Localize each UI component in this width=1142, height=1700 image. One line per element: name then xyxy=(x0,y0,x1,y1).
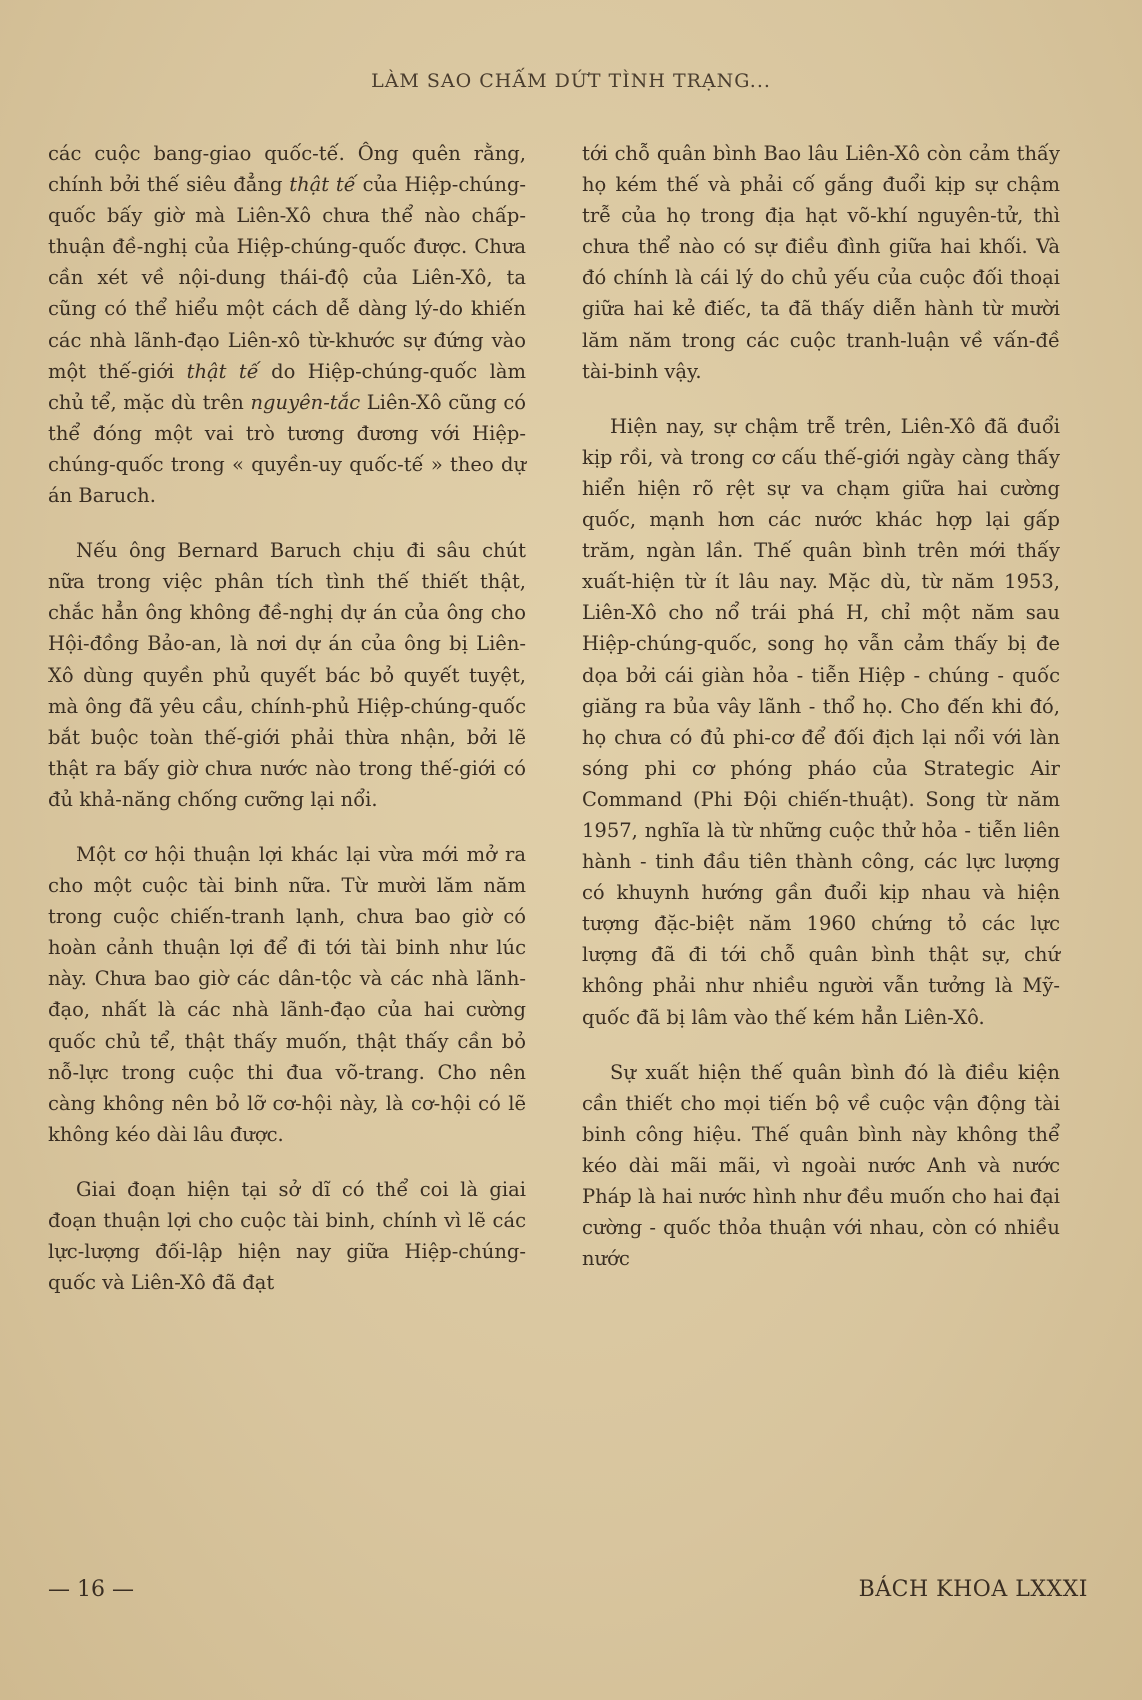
right-paragraph-2: Hiện nay, sự chậm trễ trên, Liên-Xô đã đuổi kịp rồi, và trong cơ cấu thế-giới ngày càng thấy hiển hiện rõ rệt sự va chạm giữa hai cường quốc, mạnh hơn các nước khác hợp lại gấp trăm, ngàn lần. Thế quân bình trên mới thấy xuất-hiện từ ít lâu nay. Mặc dù, từ năm 1953, Liên-Xô cho nổ trái phá H, chỉ một năm sau Hiệp-chúng-quốc, song họ vẫn cảm thấy bị đe dọa bởi cái giàn hỏa - tiễn Hiệp - chúng - quốc giăng ra bủa vây lãnh - thổ họ. Cho đến khi đó, họ chưa có đủ phi-cơ để đối địch lại nổi với làn sóng phi cơ phóng pháo của Strategic Air Command (Phi Đội chiến-thuật). Song từ năm 1957, nghĩa là từ những cuộc thử hỏa - tiễn liên hành - tinh đầu tiên thành công, các lực lượng có khuynh hướng gần đuổi kịp nhau và hiện tượng đặc-biệt năm 1960 chứng tỏ các lực lượng đã đi tới chỗ quân bình thật sự, chứ không phải như nhiều người vẫn tưởng là Mỹ-quốc đã bị lâm vào thế kém hẳn Liên-Xô. xyxy=(582,414,1060,1029)
left-paragraph-4: Giai đoạn hiện tại sở dĩ có thể coi là giai đoạn thuận lợi cho cuộc tài binh, chính vì lẽ các lực-lượng đối-lập hiện nay giữa Hiệp-chúng-quốc và Liên-Xô đã đạt xyxy=(48,1177,526,1295)
text-span: Liên-Xô cũng có thể đóng một vai trò tương đương với Hiệp-chúng-quốc trong « quyền-uy quốc-tế » theo dự án Baruch. xyxy=(48,390,526,508)
right-paragraph-3: Sự xuất hiện thế quân bình đó là điều kiện cần thiết cho mọi tiến bộ về cuộc vận động tài binh công hiệu. Thế quân bình này không thể kéo dài mãi mãi, vì ngoài nước Anh và nước Pháp là hai nước hình như đều muốn cho hai đại cường - quốc thỏa thuận với nhau, còn có nhiều nước xyxy=(582,1060,1060,1271)
left-paragraph-1 xyxy=(48,138,526,511)
left-paragraph-3: Một cơ hội thuận lợi khác lại vừa mới mở ra cho một cuộc tài binh nữa. Từ mười lăm năm trong cuộc chiến-tranh lạnh, chưa bao giờ có hoàn cảnh thuận lợi để đi tới tài binh như lúc này. Chưa bao giờ các dân-tộc và các nhà lãnh-đạo, nhất là các nhà lãnh-đạo của hai cường quốc chủ tể, thật thấy muốn, thật thấy cần bỏ nỗ-lực trong cuộc thi đua võ-trang. Cho nên càng không nên bỏ lỡ cơ-hội này, là cơ-hội có lẽ không kéo dài lâu được. xyxy=(48,842,526,1146)
page-number: — 16 — xyxy=(48,1577,134,1602)
left-paragraph-2: Nếu ông Bernard Baruch chịu đi sâu chút nữa trong việc phân tích tình thế thiết thật, chắc hẳn ông không đề-nghị dự án của ông cho Hội-đồng Bảo-an, là nơi dự án của ông bị Liên-Xô dùng quyền phủ quyết bác bỏ quyết tuyệt, mà ông đã yêu cầu, chính-phủ Hiệp-chúng-quốc bắt buộc toàn thế-giới phải thừa nhận, bởi lẽ thật ra bấy giờ chưa nước nào trong thế-giới có đủ khả-năng chống cưỡng lại nổi. xyxy=(48,539,526,811)
running-header: LÀM SAO CHẤM DỨT TÌNH TRẠNG... xyxy=(371,70,771,92)
emphasis-text: thật tế xyxy=(186,359,259,383)
left-column xyxy=(48,138,526,1322)
text-span: của Hiệp-chúng-quốc bấy giờ mà Liên-Xô chưa thể nào chấp-thuận đề-nghị của Hiệp-chúng-quốc được. Chưa cần xét về nội-dung thái-độ của Liên-Xô, ta cũng có thể hiểu một cách dễ dàng lý-do khiến các nhà lãnh-đạo Liên-xô từ-khước sự đứng vào một thế-giới xyxy=(48,173,527,383)
right-paragraph-1: tới chỗ quân bình Bao lâu Liên-Xô còn cảm thấy họ kém thế và phải cố gắng đuổi kịp sự chậm trễ của họ trong địa hạt võ-khí nguyên-tử, thì chưa thể nào có sự điều đình giữa hai khối. Và đó chính là cái lý do chủ yếu của cuộc đối thoại giữa hai kẻ điếc, ta đã thấy diễn hành từ mười lăm năm trong các cuộc tranh-luận về vấn-đề tài-binh vậy. xyxy=(582,142,1060,383)
magazine-name: BÁCH KHOA LXXXI xyxy=(858,1577,1088,1602)
emphasis-text: nguyên-tắc xyxy=(250,390,361,414)
right-column xyxy=(582,138,1060,1298)
text-span: do Hiệp-chúng-quốc làm chủ tể, mặc dù trên xyxy=(48,359,527,414)
text-span: các cuộc bang-giao quốc-tế. Ông quên rằng, chính bởi thế siêu đẳng xyxy=(48,142,526,197)
emphasis-text: thật tế xyxy=(289,173,356,197)
